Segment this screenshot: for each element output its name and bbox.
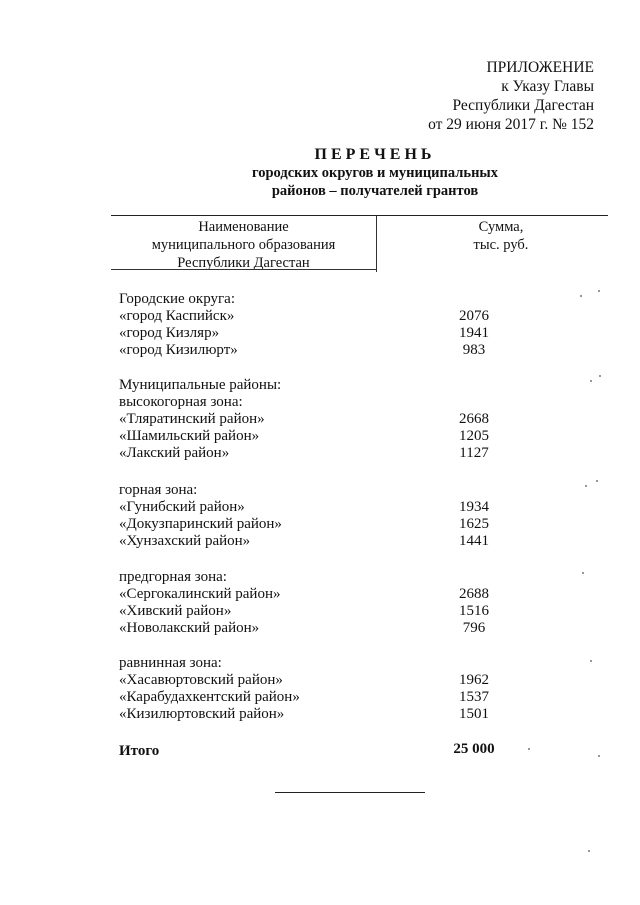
- total-label: Итого: [119, 743, 160, 759]
- scan-speck: [590, 660, 592, 662]
- list-item-name: «Лакский район»: [119, 445, 230, 461]
- appendix-republic: Республики Дагестан: [452, 97, 594, 114]
- list-item-name: «Сергокалинский район»: [119, 586, 281, 602]
- list-item-amount: 1962: [459, 672, 489, 688]
- scan-speck: [528, 748, 530, 750]
- scan-speck: [582, 572, 584, 574]
- list-item-amount: 1441: [459, 533, 489, 549]
- list-item-amount: 796: [462, 620, 486, 636]
- scan-speck: [599, 375, 601, 377]
- closing-rule: [275, 792, 425, 793]
- section-heading-highland: высокогорная зона:: [119, 394, 243, 410]
- table-header: [111, 215, 608, 270]
- list-item-amount: 1625: [459, 516, 489, 532]
- scan-speck: [598, 290, 600, 292]
- scan-speck: [585, 485, 587, 487]
- list-item-amount: 1934: [459, 499, 489, 515]
- list-item-name: «Кизилюртовский район»: [119, 706, 285, 722]
- section-heading-foothill: предгорная зона:: [119, 569, 227, 585]
- column-header-name-line1: Наименование: [198, 219, 289, 235]
- header-bottom-rule: [111, 269, 377, 270]
- list-item-name: «Гунибский район»: [119, 499, 245, 515]
- section-heading-urban: Городские округа:: [119, 291, 236, 307]
- list-item-amount: 1537: [459, 689, 489, 705]
- section-heading-plain: равнинная зона:: [119, 655, 222, 671]
- column-header-name-line2: муниципального образования: [151, 237, 336, 253]
- column-header-amount-line2: тыс. руб.: [473, 237, 529, 253]
- scan-speck: [598, 755, 600, 757]
- list-item-name: «Хивский район»: [119, 603, 232, 619]
- column-header-name: [111, 216, 377, 272]
- list-item-name: «город Кизляр»: [119, 325, 220, 341]
- appendix-block: [428, 58, 594, 134]
- list-item-name: «Карабудахкентский район»: [119, 689, 300, 705]
- total-amount: 25 000: [453, 741, 495, 757]
- list-item-name: «Новолакский район»: [119, 620, 260, 636]
- document-title: ПЕРЕЧЕНЬ: [314, 146, 436, 163]
- section-heading-municipal: Муниципальные районы:: [119, 377, 282, 393]
- column-header-amount-line1: Сумма,: [478, 219, 524, 235]
- list-item-name: «Хасавюртовский район»: [119, 672, 283, 688]
- scan-speck: [590, 380, 592, 382]
- appendix-decree: к Указу Главы: [501, 78, 594, 95]
- document-subtitle-line1: городских округов и муниципальных: [251, 165, 498, 181]
- list-item-amount: 1127: [459, 445, 489, 461]
- column-header-amount: [451, 216, 551, 254]
- scan-speck: [596, 480, 598, 482]
- scan-speck: [588, 850, 590, 852]
- appendix-date: от 29 июня 2017 г. № 152: [428, 116, 594, 133]
- list-item-name: «Тляратинский район»: [119, 411, 265, 427]
- list-item-name: «город Каспийск»: [119, 308, 235, 324]
- list-item-amount: 2688: [459, 586, 489, 602]
- document-subtitle-line2: районов – получателей грантов: [271, 183, 479, 199]
- scan-speck: [580, 295, 582, 297]
- list-item-name: «Шамильский район»: [119, 428, 260, 444]
- list-item-name: «город Кизилюрт»: [119, 342, 238, 358]
- list-item-amount: 1516: [459, 603, 489, 619]
- list-item-amount: 1941: [459, 325, 489, 341]
- list-item-amount: 1205: [459, 428, 489, 444]
- list-item-amount: 983: [462, 342, 486, 358]
- section-heading-mountain: горная зона:: [119, 482, 198, 498]
- document-title-block: [0, 145, 640, 200]
- list-item-amount: 1501: [459, 706, 489, 722]
- list-item-name: «Докузпаринский район»: [119, 516, 282, 532]
- column-header-name-line3: Республики Дагестан: [177, 255, 310, 271]
- appendix-title: ПРИЛОЖЕНИЕ: [486, 59, 594, 76]
- list-item-amount: 2668: [459, 411, 489, 427]
- list-item-name: «Хунзахский район»: [119, 533, 251, 549]
- list-item-amount: 2076: [459, 308, 489, 324]
